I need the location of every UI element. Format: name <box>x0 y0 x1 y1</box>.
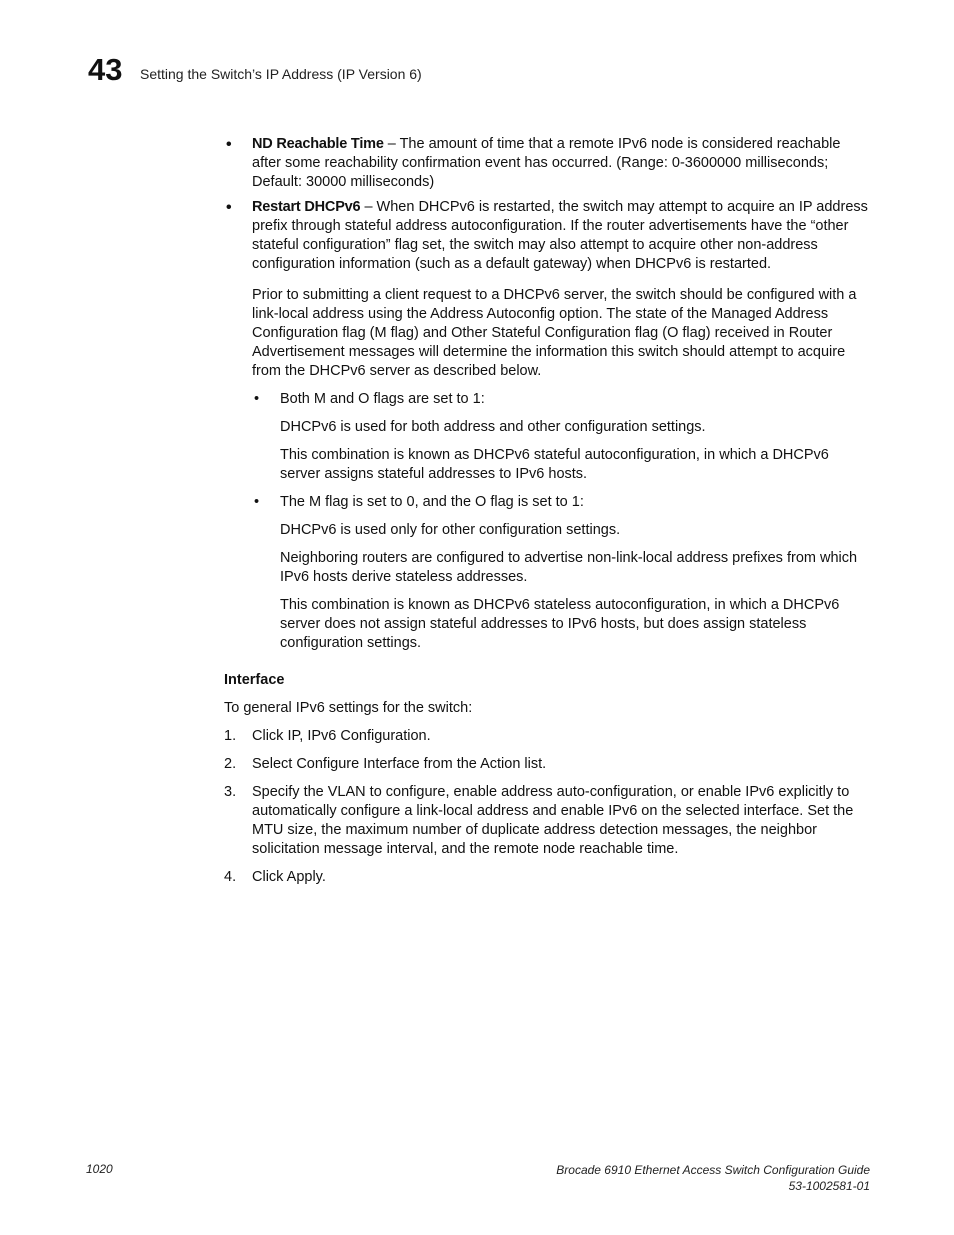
section-heading: Interface <box>224 672 285 688</box>
list-item <box>224 493 872 512</box>
list-item <box>224 135 872 192</box>
bullet-icon: • <box>254 391 260 407</box>
paragraph: Neighboring routers are configured to advertise non-link-local address prefixes from which IPv6 hosts derive stateless addresses. <box>280 550 858 585</box>
page-content <box>224 135 872 896</box>
step-number: 3. <box>224 784 237 800</box>
list-item <box>224 198 872 274</box>
step-text: Click IP, IPv6 Configuration. <box>252 728 431 744</box>
list-item <box>224 390 872 409</box>
bullet-text: – The amount of time that a remote IPv6 node is considered reachable after some reachability confirmation event has occurred. (Range: 0-3600000 milliseconds; Default: 30000 milliseconds) <box>252 136 841 190</box>
step-number: 4. <box>224 869 237 885</box>
step-item <box>224 755 872 774</box>
term-nd-reachable-time: ND Reachable Time <box>252 136 384 152</box>
step-item <box>224 868 872 887</box>
dhcp-intro-paragraph: Prior to submitting a client request to a DHCPv6 server, the switch should be configured with a link-local address using the Address Autoconfig option. The state of the Managed Address Configuration flag (M flag) and Other Stateful Configuration flag (O flag) received in Router Advertisement messages will determine the information this switch should attempt to acquire from the DHCPv6 server as described below. <box>252 287 857 379</box>
paragraph: This combination is known as DHCPv6 stateful autoconfiguration, in which a DHCPv6 server assigns stateful addresses to IPv6 hosts. <box>280 447 829 482</box>
paragraph: DHCPv6 is used only for other configuration settings. <box>280 522 621 538</box>
footer-info <box>556 1162 870 1194</box>
chapter-title: Setting the Switch’s IP Address (IP Version 6) <box>140 66 422 82</box>
step-item <box>224 727 872 746</box>
guide-title: Brocade 6910 Ethernet Access Switch Configuration Guide <box>556 1163 870 1177</box>
doc-number: 53-1002581-01 <box>788 1179 870 1193</box>
paragraph: DHCPv6 is used for both address and other configuration settings. <box>280 419 706 435</box>
sub-bullet-label: The M flag is set to 0, and the O flag is set to 1: <box>280 494 584 510</box>
bullet-text: – When DHCPv6 is restarted, the switch may attempt to acquire an IP address prefix through stateful address autoconfiguration. If the router advertisements have the “other stateful configuration” flag set, the switch may also attempt to acquire other non-address configuration information (such as a default gateway) when DHCPv6 is restarted. <box>252 199 868 272</box>
step-text: Click Apply. <box>252 869 326 885</box>
step-number: 1. <box>224 728 237 744</box>
step-number: 2. <box>224 756 237 772</box>
bullet-icon: • <box>226 136 232 153</box>
step-text: Specify the VLAN to configure, enable address auto-configuration, or enable IPv6 explicitly to automatically configure a link-local address and enable IPv6 on the selected interface. Set the MTU size, the maximum number of duplicate address detection messages, the neighbor solicitation message interval, and the remote node reachable time. <box>252 784 854 857</box>
paragraph: This combination is known as DHCPv6 stateless autoconfiguration, in which a DHCPv6 server does not assign stateful addresses to IPv6 hosts, but does assign stateless configuration settings. <box>280 597 840 651</box>
sub-bullet-label: Both M and O flags are set to 1: <box>280 391 485 407</box>
page-number: 1020 <box>86 1162 113 1176</box>
step-item <box>224 783 872 859</box>
section-intro: To general IPv6 settings for the switch: <box>224 700 473 716</box>
term-restart-dhcpv6: Restart DHCPv6 <box>252 199 361 215</box>
step-text: Select Configure Interface from the Action list. <box>252 756 547 772</box>
chapter-number: 43 <box>88 52 123 87</box>
bullet-icon: • <box>254 494 260 510</box>
bullet-icon: • <box>226 199 232 216</box>
